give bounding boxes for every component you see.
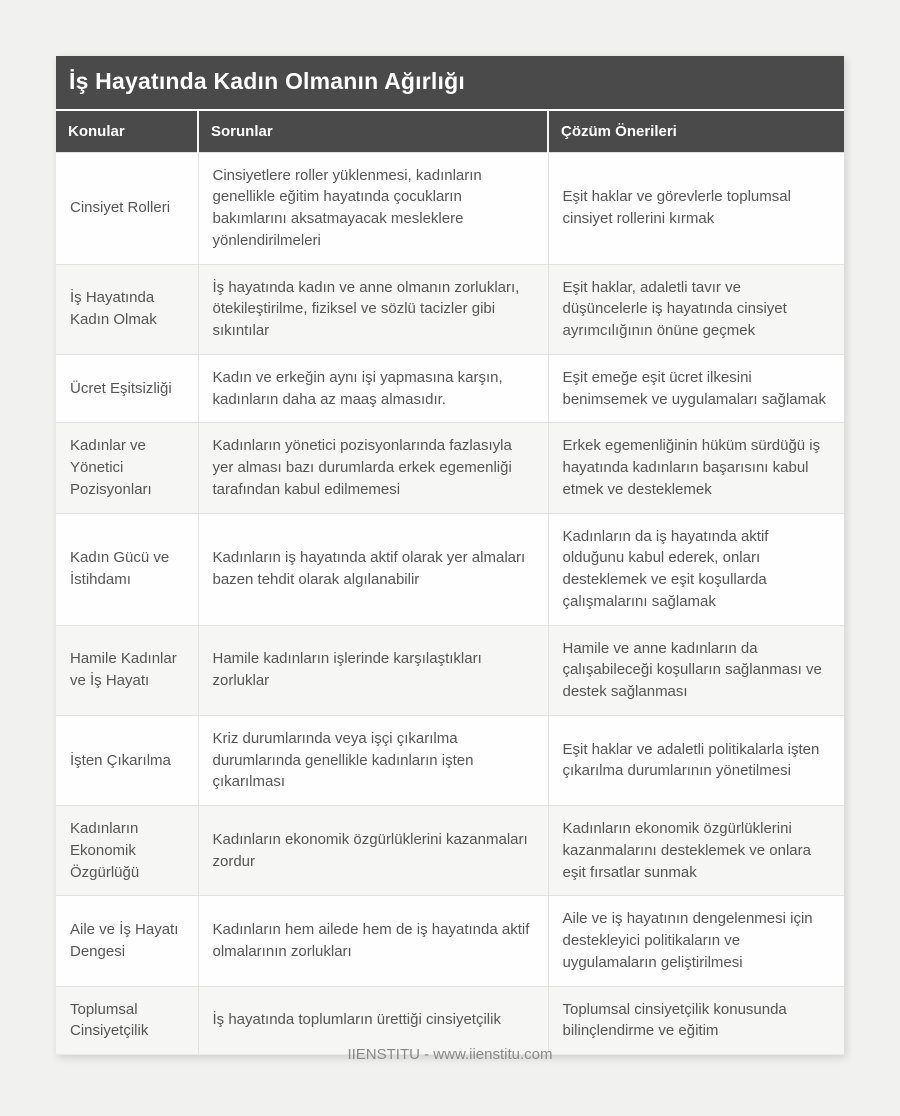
table-row (56, 715, 844, 805)
problem-cell: Kadınların hem ailede hem de iş hayatında aktif olmalarının zorlukları (198, 896, 548, 986)
topic-cell: Aile ve İş Hayatı Dengesi (56, 896, 198, 986)
footer-text: IIENSTITU - www.iienstitu.com (347, 1046, 553, 1063)
solution-cell: Kadınların da iş hayatında aktif olduğunu kabul ederek, onları desteklemek ve eşit koşullarda çalışmalarını sağlamak (548, 513, 844, 625)
solution-cell: Kadınların ekonomik özgürlüklerini kazanmalarını desteklemek ve onlara eşit fırsatlar sunmak (548, 806, 844, 896)
problem-cell: İş hayatında toplumların ürettiği cinsiyetçilik (198, 986, 548, 1055)
column-header-topics: Konular (56, 111, 198, 153)
problem-cell: Cinsiyetlere roller yüklenmesi, kadınların genellikle eğitim hayatında çocukların bakımlarını aksatmayacak mesleklere yönlendirilmeleri (198, 152, 548, 264)
table-row (56, 806, 844, 896)
page-title: İş Hayatında Kadın Olmanın Ağırlığı (69, 68, 465, 94)
topic-cell: Toplumsal Cinsiyetçilik (56, 986, 198, 1055)
table-row (56, 354, 844, 423)
topic-cell: Hamile Kadınlar ve İş Hayatı (56, 625, 198, 715)
solution-cell: Eşit haklar, adaletli tavır ve düşüncelerle iş hayatında cinsiyet ayrımcılığının önüne geçmek (548, 264, 844, 354)
topic-cell: İş Hayatında Kadın Olmak (56, 264, 198, 354)
problem-cell: Kadın ve erkeğin aynı işi yapmasına karşın, kadınların daha az maaş almasıdır. (198, 354, 548, 423)
column-header-problems: Sorunlar (198, 111, 548, 153)
table-row (56, 625, 844, 715)
table-row (56, 152, 844, 264)
table-row (56, 423, 844, 513)
solution-cell: Hamile ve anne kadınların da çalışabileceği koşulların sağlanması ve destek sağlanması (548, 625, 844, 715)
title-bar (56, 56, 844, 111)
problem-cell: Kadınların yönetici pozisyonlarında fazlasıyla yer alması bazı durumlarda erkek egemenliği tarafından kabul edilmemesi (198, 423, 548, 513)
topic-cell: İşten Çıkarılma (56, 715, 198, 805)
table-header (56, 111, 844, 153)
topics-table (56, 111, 844, 1056)
solution-cell: Eşit haklar ve görevlerle toplumsal cinsiyet rollerini kırmak (548, 152, 844, 264)
table-body (56, 152, 844, 1055)
document-card (56, 56, 844, 1055)
topic-cell: Kadınların Ekonomik Özgürlüğü (56, 806, 198, 896)
solution-cell: Aile ve iş hayatının dengelenmesi için destekleyici politikaların ve uygulamaların geliştirilmesi (548, 896, 844, 986)
topic-cell: Cinsiyet Rolleri (56, 152, 198, 264)
solution-cell: Erkek egemenliğinin hüküm sürdüğü iş hayatında kadınların başarısını kabul etmek ve desteklemek (548, 423, 844, 513)
solution-cell: Eşit haklar ve adaletli politikalarla işten çıkarılma durumlarının yönetilmesi (548, 715, 844, 805)
problem-cell: İş hayatında kadın ve anne olmanın zorlukları, ötekileştirilme, fiziksel ve sözlü tacizler gibi sıkıntılar (198, 264, 548, 354)
table-row (56, 896, 844, 986)
topic-cell: Kadın Gücü ve İstihdamı (56, 513, 198, 625)
topic-cell: Ücret Eşitsizliği (56, 354, 198, 423)
problem-cell: Kriz durumlarında veya işçi çıkarılma durumlarında genellikle kadınların işten çıkarılması (198, 715, 548, 805)
table-row (56, 513, 844, 625)
table-row (56, 986, 844, 1055)
topic-cell: Kadınlar ve Yönetici Pozisyonları (56, 423, 198, 513)
header-row (56, 111, 844, 153)
problem-cell: Hamile kadınların işlerinde karşılaştıkları zorluklar (198, 625, 548, 715)
problem-cell: Kadınların ekonomik özgürlüklerini kazanmaları zordur (198, 806, 548, 896)
solution-cell: Eşit emeğe eşit ücret ilkesini benimsemek ve uygulamaları sağlamak (548, 354, 844, 423)
solution-cell: Toplumsal cinsiyetçilik konusunda bilinçlendirme ve eğitim (548, 986, 844, 1055)
table-row (56, 264, 844, 354)
column-header-solutions: Çözüm Önerileri (548, 111, 844, 153)
problem-cell: Kadınların iş hayatında aktif olarak yer almaları bazen tehdit olarak algılanabilir (198, 513, 548, 625)
